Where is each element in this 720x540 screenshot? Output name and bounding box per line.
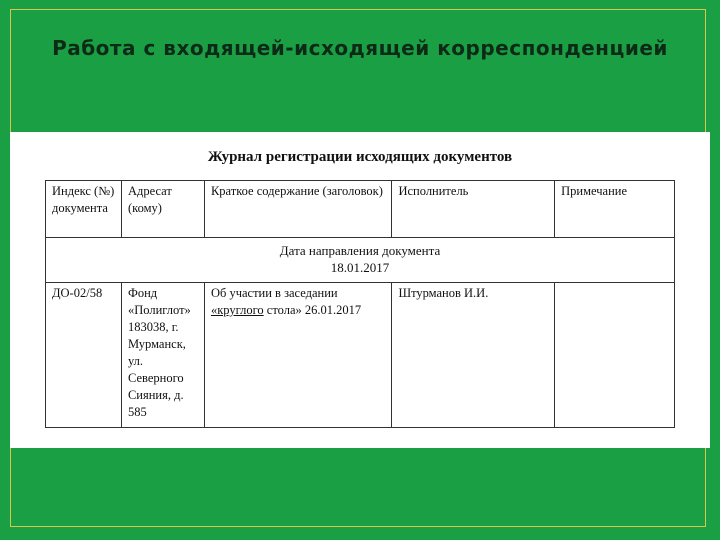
cell-note [555, 283, 675, 428]
date-value: 18.01.2017 [330, 260, 390, 275]
table-header-row [46, 181, 675, 238]
date-cell [46, 238, 675, 283]
header-index: Индекс (№) документа [46, 181, 122, 238]
cell-index: ДО-02/58 [46, 283, 122, 428]
date-row [46, 238, 675, 283]
header-summary: Краткое содержание (заголовок) [204, 181, 392, 238]
cell-addressee: Фонд «Полиглот» 183038, г. Мурманск, ул. Северного Сияния, д. 585 [121, 283, 204, 428]
header-executor: Исполнитель [392, 181, 555, 238]
table-row [46, 283, 675, 428]
cell-summary [204, 283, 392, 428]
summary-text-end: стола» 26.01.2017 [263, 303, 362, 317]
journal-table [45, 180, 675, 428]
header-note: Примечание [555, 181, 675, 238]
header-addressee: Адресат (кому) [121, 181, 204, 238]
journal-caption: Журнал регистрации исходящих документов [207, 149, 513, 165]
slide-title: Работа с входящей-исходящей корреспонденцией [52, 36, 668, 60]
journal-image [10, 132, 710, 448]
date-label: Дата направления документа [279, 243, 441, 258]
cell-executor: Штурманов И.И. [392, 283, 555, 428]
summary-text-start: Об участии в заседании [210, 286, 338, 300]
summary-underlined: «круглого [210, 303, 264, 317]
